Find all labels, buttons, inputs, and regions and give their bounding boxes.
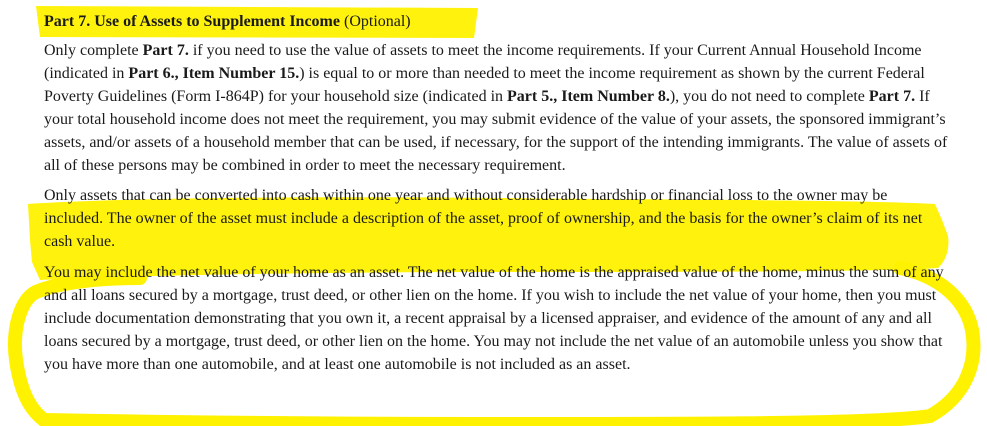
p1-text-4: ), you do not need to complete: [669, 87, 869, 105]
p1-bold-3: Part 5., Item Number 8.: [507, 87, 670, 105]
section-title: Part 7. Use of Assets to Supplement Income: [44, 13, 340, 30]
paragraph-2: Only assets that can be converted into cash within one year and without considerable hardship or financial loss to the owner may be included. The owner of the asset must include a description of the asset, proof of ownership, and the basis for the owner’s claim of its net cash value.: [44, 187, 923, 251]
p1-text-3: ) is equal to or more than needed to meet the income requirement as shown by the current Federal Poverty Guidelines (Form I-864P) for your household size (indicated in: [44, 64, 925, 105]
paragraph-1: [44, 40, 949, 177]
section-heading: [44, 10, 949, 34]
section-optional-label: (Optional): [343, 13, 411, 30]
p1-text-1: Only complete: [44, 42, 143, 59]
paragraph-3: You may include the net value of your home as an asset. The net value of the home is the appraised value of the home, minus the sum of any and all loans secured by a mortgage, trust deed, or other lien on the home. If you wish to include the net value of your home, then you must include documentation demonstrating that you own it, a recent appraisal by a licensed appraiser, and evidence of the amount of any and all loans secured by a mortgage, trust deed, or other lien on the home. You may not include the net value of an automobile unless you show that you have more than one automobile, and at least one automobile is not included as an asset.: [44, 264, 944, 373]
p1-bold-1: Part 7.: [142, 42, 189, 59]
p1-text-2: if you need to use the value of assets to meet the income requirements. If your Current Annual Household Income (indicated in: [44, 42, 922, 82]
document-body: [44, 10, 949, 377]
p1-text-5: If your total household income does not meet the requirement, you may submit evidence of the value of your assets, the sponsored immigrant’s assets, and/or assets of a household member that can be used, if necessary, for the support of the intending immigrants. The value of assets of all of these persons may be combined in order to meet the necessary requirement.: [44, 87, 948, 174]
p1-bold-2: Part 6., Item Number 15.: [128, 64, 300, 82]
p1-bold-4: Part 7.: [868, 87, 916, 105]
